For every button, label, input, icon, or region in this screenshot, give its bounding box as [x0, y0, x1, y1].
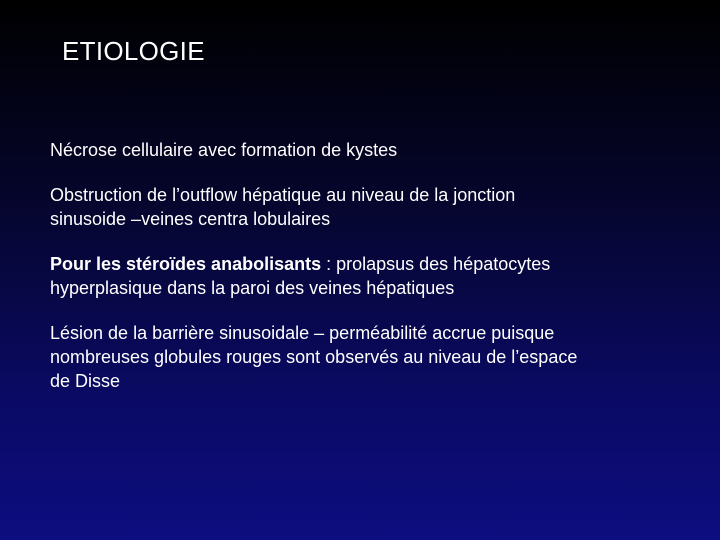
- paragraph-line: Obstruction de l’outflow hépatique au niveau de la jonction: [50, 185, 516, 205]
- paragraph-necrose: [50, 138, 670, 162]
- bold-lead-text: Pour les stéroïdes anabolisants: [50, 254, 322, 274]
- paragraph-line: de Disse: [50, 371, 121, 391]
- slide-body: [50, 138, 670, 414]
- paragraph-lesion: [50, 321, 670, 393]
- paragraph-line: Lésion de la barrière sinusoidale – perméabilité accrue puisque: [50, 323, 555, 343]
- paragraph-line: Nécrose cellulaire avec formation de kystes: [50, 140, 398, 160]
- paragraph-line: hyperplasique dans la paroi des veines hépatiques: [50, 278, 455, 298]
- slide-title: ETIOLOGIE: [62, 36, 205, 66]
- paragraph-line: nombreuses globules rouges sont observés au niveau de l’espace: [50, 347, 578, 367]
- paragraph-obstruction: [50, 183, 670, 231]
- paragraph-line: sinusoide –veines centra lobulaires: [50, 209, 331, 229]
- paragraph-steroides: [50, 252, 670, 300]
- paragraph-line-rest: : prolapsus des hépatocytes: [321, 254, 551, 274]
